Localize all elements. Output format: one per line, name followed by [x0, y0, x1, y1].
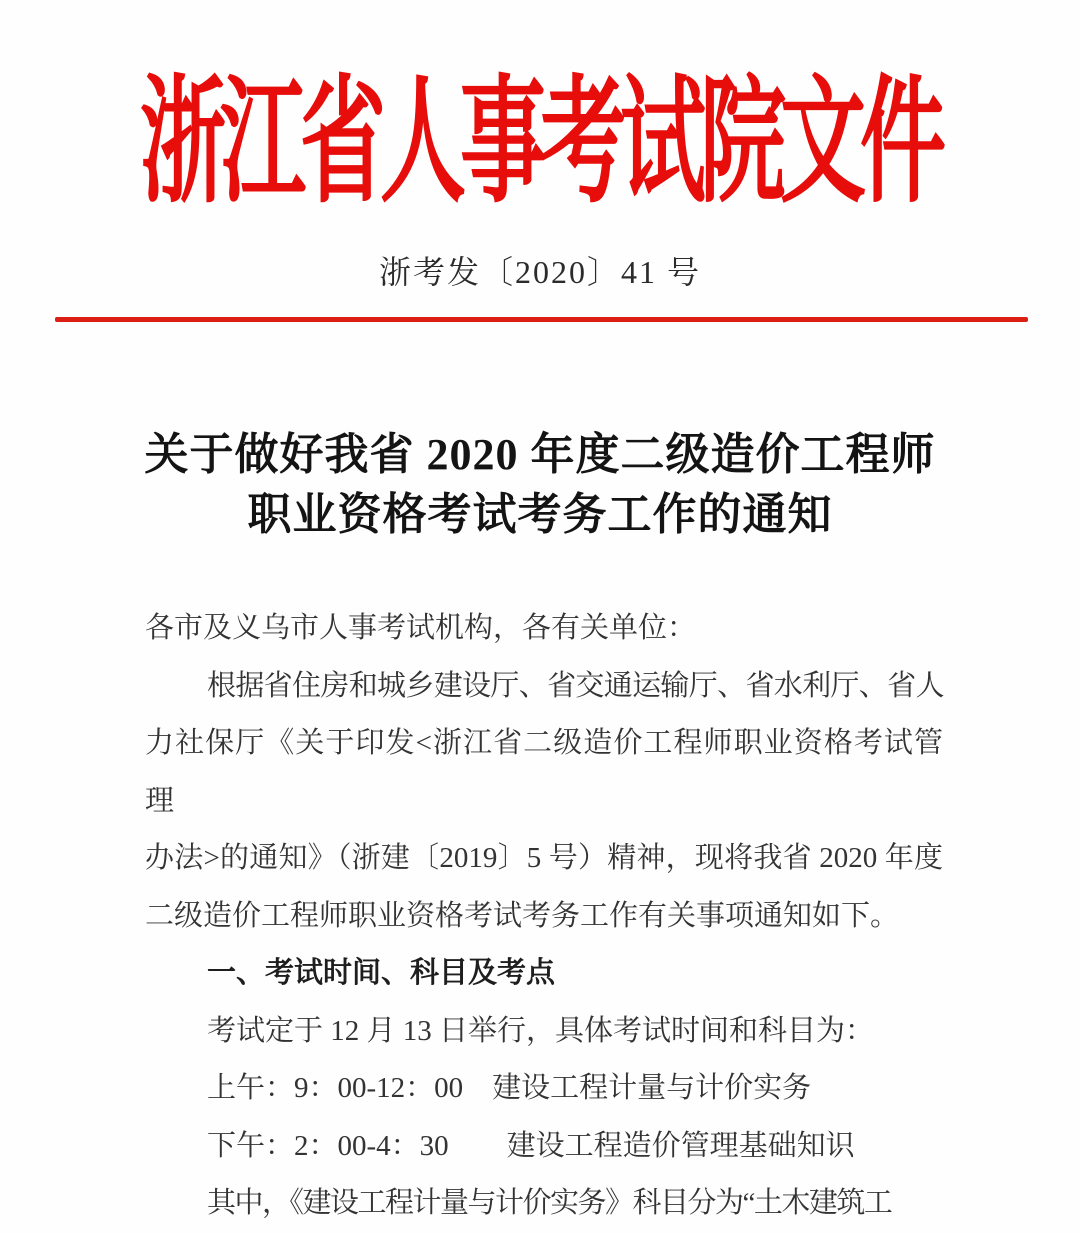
red-divider	[55, 317, 1028, 322]
salutation-line: 各市及义乌市人事考试机构，各有关单位：	[145, 612, 697, 644]
body-line: 下午：2：00-4：30 建设工程造价管理基础知识	[207, 1129, 855, 1162]
notice-title-line1: 关于做好我省 2020 年度二级造价工程师	[144, 430, 936, 479]
body-line: 办法>的通知》（浙建〔2019〕5 号）精神，现将我省 2020 年度	[145, 842, 943, 874]
body-line: 根据省住房和城乡建设厅、省交通运输厅、省水利厅、省人	[207, 669, 943, 702]
body-line: 上午：9：00-12：00 建设工程计量与计价实务	[207, 1072, 812, 1104]
body-line: 二级造价工程师职业资格考试考务工作有关事项通知如下。	[145, 899, 900, 932]
doc-number: 浙考发〔2020〕41 号	[378, 254, 701, 290]
notice-title-line2: 职业资格考试考务工作的通知	[247, 490, 833, 539]
body-line: 力社保厅《关于印发<浙江省二级造价工程师职业资格考试管理	[145, 727, 943, 817]
body-line: 考试定于 12 月 13 日举行，具体考试时间和科目为：	[207, 1014, 875, 1047]
body-lines	[145, 600, 943, 1233]
institution-title: 浙江省人事考试院文件	[140, 66, 940, 220]
notice-title	[0, 425, 1080, 545]
section-heading: 一、考试时间、科目及考点	[207, 957, 556, 989]
body-line: 其中，《建设工程计量与计价实务》科目分为“土木建筑工	[207, 1187, 892, 1219]
